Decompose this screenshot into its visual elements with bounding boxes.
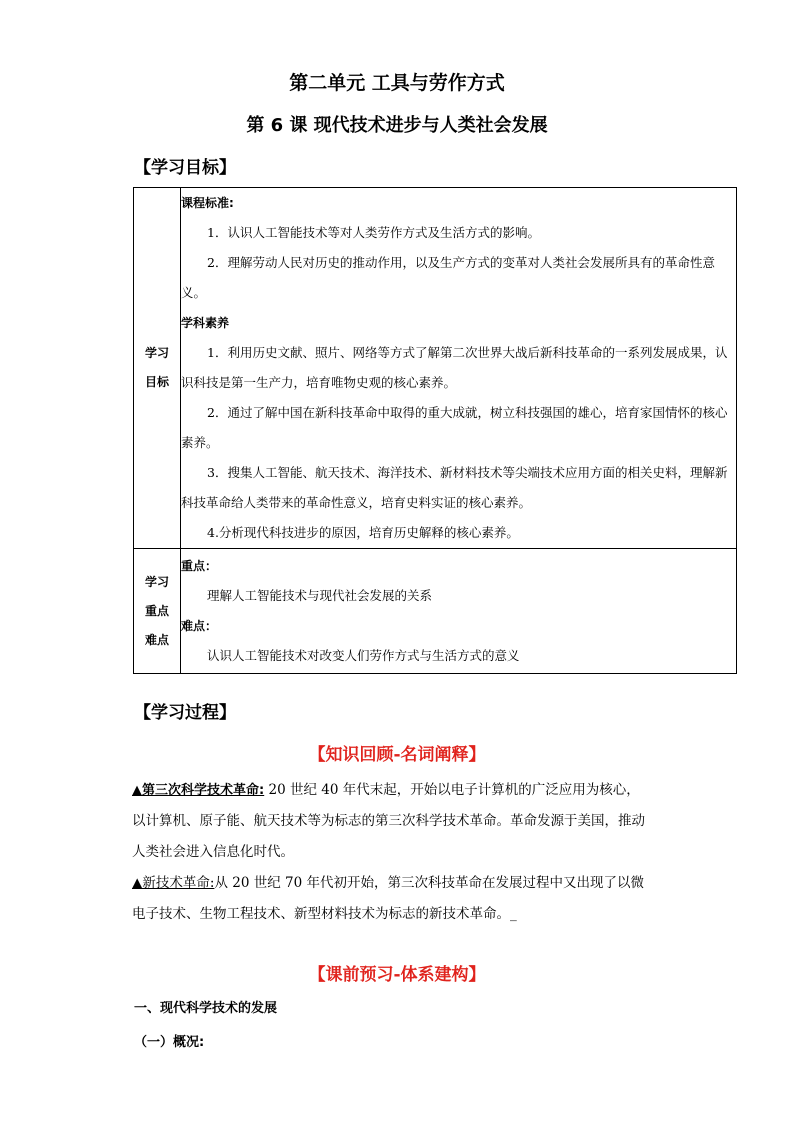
section-heading-goals: 【学习目标】 [134, 158, 236, 178]
difficulty-text: 认识人工智能技术对改变人们劳作方式与生活方式的意义 [207, 648, 520, 663]
term-text-line: 从 20 世纪 70 年代初开始，第三次科技革命在发展过程中又出现了以微 [214, 875, 644, 891]
focus-row [134, 549, 737, 674]
difficulty-heading: 难点： [181, 619, 218, 633]
goals-row-label [134, 188, 181, 549]
curriculum-item: 2．理解劳动人民对历史的推动作用，以及生产方式的变革对人类社会发展所具有的革命性意义。 [181, 255, 715, 300]
term-paragraph-1 [132, 775, 692, 868]
label-line: 难点 [144, 632, 169, 647]
term-label: ▲第三次科学技术革命: [132, 783, 265, 798]
literacy-item: 3．搜集人工智能、航天技术、海洋技术、新材料技术等尖端技术应用方面的相关史料，理解新科技革命给人类带来的革命性意义，培育史料实证的核心素养。 [181, 465, 728, 510]
label-line: 学习 [144, 574, 169, 589]
goals-table [133, 187, 737, 674]
goals-row [134, 188, 737, 549]
term-text-line: 以计算机、原子能、航天技术等为标志的第三次科学技术革命。革命发源于美国，推动 [132, 813, 645, 829]
label-line: 学习 [144, 346, 169, 360]
curriculum-item: 1．认识人工智能技术等对人类劳作方式及生活方式的影响。 [207, 225, 540, 240]
term-label: ▲新技术革命: [132, 875, 215, 891]
key-point-heading: 重点： [181, 559, 218, 573]
goals-content [181, 188, 737, 549]
heading-level-1: 一、现代科学技术的发展 [134, 1001, 278, 1016]
term-paragraph-2 [132, 868, 692, 930]
lesson-title: 第 6 课 现代技术进步与人类社会发展 [246, 115, 548, 136]
curriculum-heading: 课程标准: [181, 196, 234, 210]
key-point-text: 理解人工智能技术与现代社会发展的关系 [207, 588, 433, 603]
term-text-line: 20 世纪 40 年代末起，开始以电子计算机的广泛应用为核心， [268, 782, 640, 798]
section-heading-process: 【学习过程】 [134, 703, 236, 723]
preview-heading: 【课前预习-体系建构】 [308, 965, 486, 985]
literacy-heading: 学科素养 [181, 316, 230, 330]
term-text-line: 电子技术、生物工程技术、新型材料技术为标志的新技术革命。_ [132, 906, 517, 922]
review-heading: 【知识回顾-名词阐释】 [308, 745, 486, 765]
unit-title: 第二单元 工具与劳作方式 [289, 72, 505, 94]
heading-level-2: （一）概况: [134, 1035, 205, 1050]
literacy-item: 2．通过了解中国在新科技革命中取得的重大成就，树立科技强国的雄心，培育家国情怀的核心素养。 [181, 405, 728, 450]
label-line: 目标 [144, 375, 169, 389]
label-line: 重点 [144, 603, 169, 618]
focus-content [181, 549, 737, 674]
literacy-item: 4.分析现代科技进步的原因，培育历史解释的核心素养。 [207, 525, 519, 540]
focus-row-label [134, 549, 181, 674]
term-text-line: 人类社会进入信息化时代。 [132, 844, 294, 860]
literacy-item: 1．利用历史文献、照片、网络等方式了解第二次世界大战后新科技革命的一系列发展成果，认识科技是第一生产力，培育唯物史观的核心素养。 [181, 345, 728, 390]
